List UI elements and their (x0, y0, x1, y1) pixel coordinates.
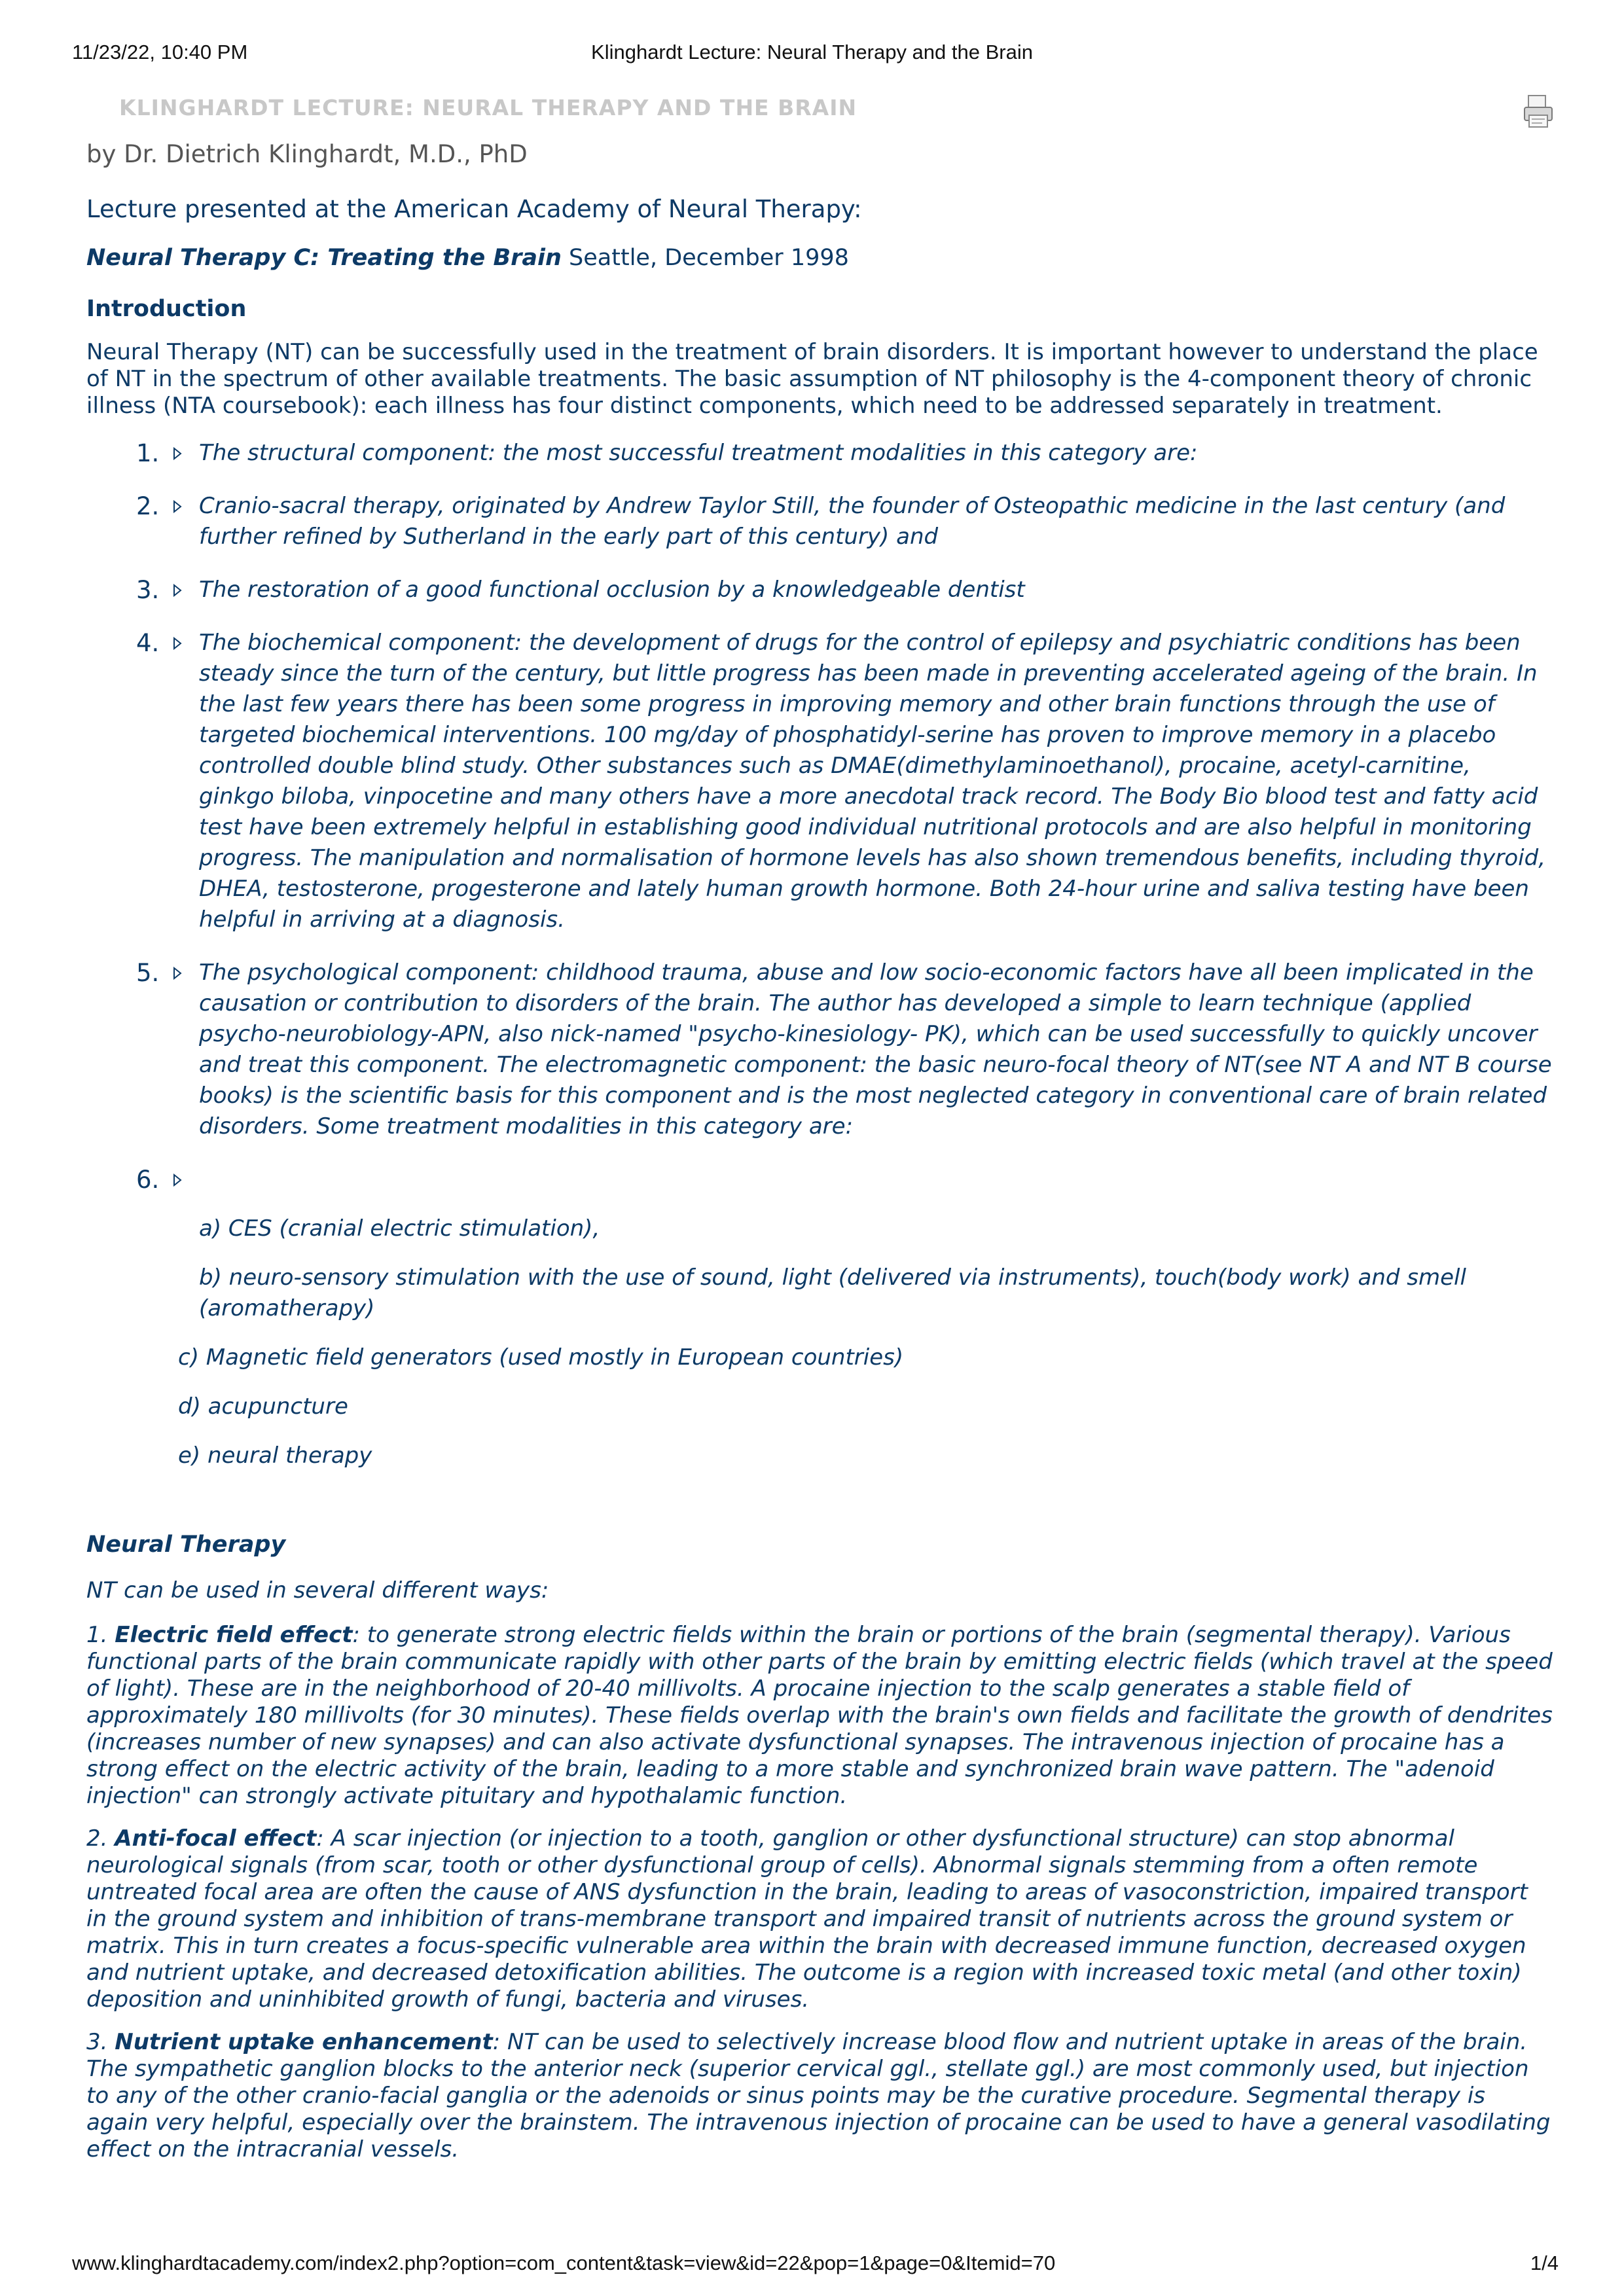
print-url: www.klinghardtacademy.com/index2.php?option=com_content&task=view&id=22&pop=1&page=0&Itemid=70 (72, 2251, 1056, 2274)
list-item (86, 438, 1553, 469)
sub-item: b) neuro-sensory stimulation with the use of sound, light (delivered via instruments), touch(body work) and smell (aromatherapy) (199, 1265, 1466, 1321)
list-item (86, 575, 1553, 605)
triangle-right-icon (173, 958, 182, 980)
list-number: 1. (136, 439, 160, 467)
triangle-right-icon (173, 438, 182, 460)
list-item-text: The restoration of a good functional occlusion by a knowledgeable dentist (199, 577, 1025, 603)
effect-number: 2. (86, 1825, 115, 1852)
course-location-date: Seattle, December 1998 (561, 245, 849, 271)
course-title: Neural Therapy C: Treating the Brain (86, 245, 562, 271)
sub-item: a) CES (cranial electric stimulation), (199, 1215, 600, 1242)
effect-text: : to generate strong electric fields within the brain or portions of the brain (segmental therapy). Various functional parts of the brain communicate rapidly with other parts of the brain by emitting electric fields (which travel at the speed of light). These are in the neighborhood of 20-40 millivolts. A procaine injection to the scalp generates a stable field of approximately 180 millivolts (for 30 minutes). These fields overlap with the brain's own fields and facilitate the growth of dendrites (increases number of new synapses) and can also activate dysfunctional synapses. The intravenous injection of procaine has a strong effect on the electric activity of the brain, leading to a more stable and synchronized brain wave pattern. The "adenoid injection" can strongly activate pituitary and hypothalamic function. (86, 1622, 1553, 1809)
sub-item: d) acupuncture (178, 1393, 348, 1420)
intro-heading: Introduction (86, 296, 247, 322)
effect-number: 1. (86, 1622, 115, 1648)
list-item (86, 1164, 1553, 1195)
article (86, 92, 1553, 2163)
byline: by Dr. Dietrich Klinghardt, M.D., PhD (86, 140, 528, 168)
triangle-right-icon (173, 628, 182, 650)
print-datetime: 11/23/22, 10:40 PM (72, 41, 248, 63)
component-list (86, 438, 1553, 1195)
sub-item: c) Magnetic field generators (used mostly in European countries) (178, 1344, 904, 1371)
list-number: 3. (136, 576, 160, 604)
triangle-right-icon (173, 575, 182, 597)
list-number: 4. (136, 629, 160, 657)
triangle-right-icon (173, 491, 182, 513)
list-item (86, 958, 1553, 1142)
effect-title: Electric field effect (115, 1622, 353, 1648)
course-line (86, 242, 1553, 274)
list-item-text: The biochemical component: the development of drugs for the control of epilepsy and psychiatric conditions has been steady since the turn of the century, but little progress has been made in preventing accelerated ageing of the brain. In the last few years there has been some progress in improving memory and other brain functions through the use of targeted biochemical interventions. 100 mg/day of phosphatidyl-serine has proven to improve memory in a placebo controlled double blind study. Other substances such as DMAE(dimethylaminoethanol), procaine, acetyl-carnitine, ginkgo biloba, vinpocetine and many others have a more anecdotal track record. The Body Bio blood test and fatty acid test have been extremely helpful in establishing good individual nutritional protocols and are also helpful in monitoring progress. The manipulation and normalisation of hormone levels has also shown tremendous benefits, including thyroid, DHEA, testosterone, progesterone and lately human growth hormone. Both 24-hour urine and saliva testing have been helpful in arriving at a diagnosis. (199, 630, 1545, 933)
list-number: 5. (136, 959, 160, 987)
print-page-title: Klinghardt Lecture: Neural Therapy and the Brain (591, 41, 1033, 63)
list-number: 6. (136, 1166, 160, 1194)
article-title: KLINGHARDT LECTURE: NEURAL THERAPY AND THE BRAIN (119, 95, 857, 120)
effect-title: Nutrient uptake enhancement (115, 2029, 493, 2055)
list-item-text: The structural component: the most successful treatment modalities in this category are: (199, 440, 1198, 466)
triangle-right-icon (173, 1164, 182, 1187)
neural-therapy-heading: Neural Therapy (86, 1532, 286, 1558)
list-item-text: The psychological component: childhood trauma, abuse and low socio-economic factors have all been implicated in the causation or contribution to disorders of the brain. The author has developed a simple to learn technique (applied psycho-neurobiology-APN, also nick-named "psycho-kinesiology- PK), which can be used successfully to quickly uncover and treat this component. The electromagnetic component: the basic neuro-focal theory of NT(see NT A and NT B course books) is the scientific basis for this component and is the most neglected category in conventional care of brain related disorders. Some treatment modalities in this category are: (199, 960, 1552, 1139)
effect-text: : NT can be used to selectively increase blood flow and nutrient uptake in areas of the brain. The sympathetic ganglion blocks to the anterior neck (superior cervical ggl., stellate ggl.) are most commonly used, but injection to any of the other cranio-facial ganglia or the adenoids or sinus points may be the curative procedure. Segmental therapy is again very helpful, especially over the brainstem. The intravenous injection of procaine can be used to have a general vasodilating effect on the intracranial vessels. (86, 2029, 1551, 2162)
effect-text: : A scar injection (or injection to a tooth, ganglion or other dysfunctional structure) can stop abnormal neurological signals (from scar, tooth or other dysfunctional group of cells). Abnormal signals stemming from a often remote untreated focal area are often the cause of ANS dysfunction in the brain, leading to areas of vasoconstriction, impaired transport in the ground system and inhibition of trans-membrane transport and impaired transit of nutrients across the ground system or matrix. This in turn creates a focus-specific vulnerable area within the brain with decreased immune function, decreased oxygen and nutrient uptake, and decreased detoxification abilities. The outcome is a region with increased toxic metal (and other toxin) deposition and uninhibited growth of fungi, bacteria and viruses. (86, 1825, 1528, 2013)
intro-paragraph: Neural Therapy (NT) can be successfully used in the treatment of brain disorders. It is important however to understand the place of NT in the spectrum of other available treatments. The basic assumption of NT philosophy is the 4-component theory of chronic illness (NTA coursebook): each illness has four distinct components, which need to be addressed separately in treatment. (86, 339, 1538, 419)
effect-paragraph (86, 2029, 1553, 2163)
list-item (86, 491, 1553, 552)
lecture-line: Lecture presented at the American Academy of Neural Therapy: (86, 195, 862, 223)
effect-title: Anti-focal effect (115, 1825, 317, 1852)
list-item (86, 628, 1553, 935)
page-number: 1/4 (1530, 2251, 1559, 2274)
neural-therapy-intro: NT can be used in several different ways: (86, 1577, 549, 1604)
list-item-text: Cranio-sacral therapy, originated by Andrew Taylor Still, the founder of Osteopathic medicine in the last century (and further refined by Sutherland in the early part of this century) and (199, 493, 1506, 550)
effect-number: 3. (86, 2029, 115, 2055)
effect-paragraph (86, 1622, 1553, 1810)
sub-item: e) neural therapy (178, 1443, 372, 1469)
list-number: 2. (136, 492, 160, 520)
effect-paragraph (86, 1825, 1553, 2013)
print-icon[interactable] (1523, 94, 1553, 128)
